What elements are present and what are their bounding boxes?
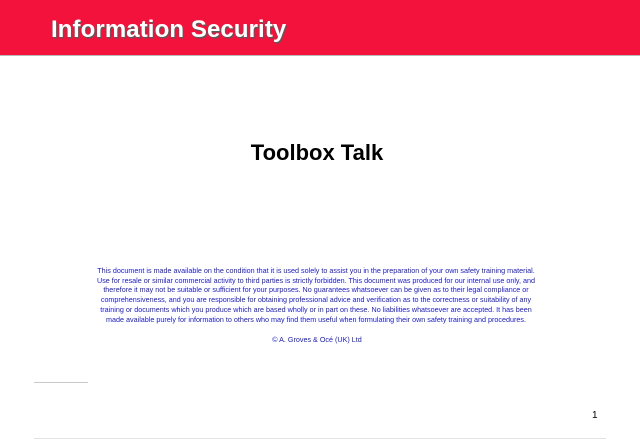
- header-title: Information Security: [51, 16, 287, 43]
- disclaimer-text: This document is made available on the condition that it is used solely to assist you in the preparation of your own safety training material. Use for resale or similar commercial activity to third parties is strictly forbidden. This document was produced for our internal use only, and therefore it may not be suitable or sufficient for your purposes. No guarantees whatsoever can be given as to their legal compliance or comprehensiveness, and you are responsible for obtaining professional advice and verification as to the correctness or suitability of any training or documents which you produce which are based wholly or in part on these. No liabilities whatsoever are accepted. It has been made available purely for information to others who may find them useful when formulating their own safety training and procedures.: [97, 266, 535, 324]
- copyright-notice: © A. Groves & Océ (UK) Ltd: [272, 335, 362, 344]
- slide-title: Toolbox Talk: [250, 140, 384, 165]
- bottom-divider: [34, 438, 606, 439]
- footnote-divider: [34, 382, 88, 383]
- header-bar: [0, 0, 640, 56]
- page-number: 1: [592, 410, 598, 421]
